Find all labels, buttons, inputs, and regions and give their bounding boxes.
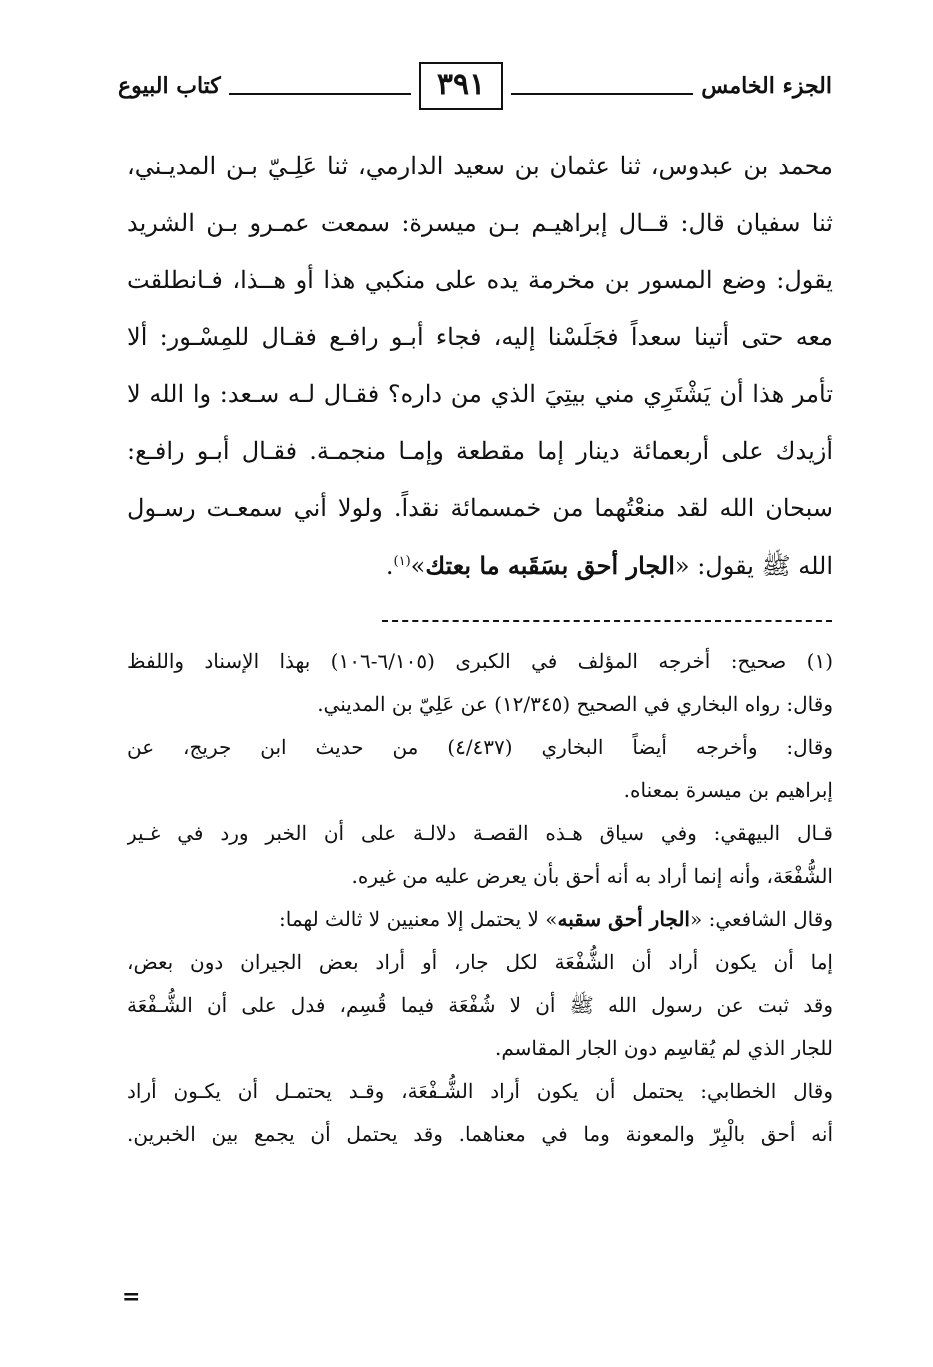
footnote-line: الشُّفْعَة، وأنه إنما أراد به أنه أحق بأن يعرض عليه من غيره.: [351, 864, 833, 888]
footnote-line: إبراهيم بن ميسرة بمعناه.: [623, 778, 833, 802]
book-title: كتاب البيوع: [118, 73, 221, 99]
footnote-reference[interactable]: (١): [393, 554, 411, 569]
footnote-line: وقال: رواه البخاري في الصحيح (١٢/٣٤٥) عن عَلِيّ بن المديني.: [317, 692, 833, 716]
footnote-line: وقد ثبت عن رسول الله ﷺ أن لا شُفْعَة فيما قُسِم، فدل على أن الشُّـفْعَة: [127, 993, 833, 1017]
running-header: [118, 58, 832, 114]
part-title: الجزء الخامس: [701, 73, 832, 99]
footnote-line: قـال البيهقي: وفي سياق هـذه القصـة دلالـة على أن الخبر ورد في غـير: [127, 821, 833, 845]
hadith-quote: الجار أحق بسَقَبه ما بعتك: [425, 551, 675, 580]
shafii-rest: » لا يحتمل إلا معنيين لا ثالث لهما:: [278, 907, 558, 931]
footnote-line: للجار الذي لم يُقاسِم دون الجار المقاسم.: [495, 1036, 833, 1060]
footnote-line: وقال: وأخرجه أيضاً البخاري (٤/٤٣٧) من حديث ابن جريج، عن: [127, 735, 833, 759]
footnote-line: (١) صحيح: أخرجه المؤلف في الكبرى (٦/١٠٥-١٠٦) بهذا الإسناد واللفظ: [127, 649, 833, 673]
footnote-separator: [382, 620, 832, 622]
hadith-intro: الله ﷺ يقول: «: [674, 552, 833, 580]
header-rule: [511, 93, 693, 95]
page-number: ٣٩١: [419, 62, 503, 110]
text-line: محمد بن عبدوس، ثنا عثمان بن سعيد الدارمي، ثنا عَلِـيّ بـن المديـني،: [127, 152, 833, 180]
line-end: .: [385, 552, 394, 580]
text-line: يقول: وضع المسور بن مخرمة يده على منكبي هذا أو هــذا، فـانطلقت: [127, 266, 833, 294]
footnote-line: إما أن يكون أراد أن الشُّفْعَة لكل جار، أو أراد بعض الجيران دون بعض،: [127, 950, 833, 974]
footnote-line: [127, 898, 833, 941]
quote-close: »: [410, 552, 426, 580]
footnote-line: أنه أحق بالْبِرّ والمعونة وما في معناهما. وقد يحتمل أن يجمع بين الخبرين.: [127, 1122, 833, 1146]
text-line: تأمر هذا أن يَشْتَرِي مني بيتِيَ الذي من داره؟ فقـال لـه سـعد: وا الله لا: [127, 380, 833, 408]
footnotes: [127, 640, 833, 1156]
shafii-intro: وقال الشافعي: «: [690, 907, 833, 931]
text-line: ثنا سفيان قال: قــال إبراهيـم بـن ميسرة: سمعت عمـرو بـن الشريد: [127, 209, 833, 237]
text-line: سبحان الله لقد منعْتُهما من خمسمائة نقداً. ولولا أني سمعـت رسـول: [127, 494, 833, 522]
shafii-quote: الجار أحق سقبه: [557, 907, 690, 931]
text-line-last: [127, 537, 833, 594]
text-line: معه حتى أتينا سعداً فجَلَسْنا إليه، فجاء أبـو رافـع فقـال للمِسْـور: ألا: [127, 323, 833, 351]
main-text: [127, 138, 833, 594]
footnote-line: وقال الخطابي: يحتمل أن يكون أراد الشُّـفْعَة، وقـد يحتمـل أن يكـون أراد: [127, 1079, 833, 1103]
text-line: أزيدك على أربعمائة دينار إما مقطعة وإمـا منجمـة. فقـال أبـو رافـع:: [127, 437, 833, 465]
header-rule: [229, 93, 411, 95]
continuation-mark: =: [122, 1284, 141, 1310]
